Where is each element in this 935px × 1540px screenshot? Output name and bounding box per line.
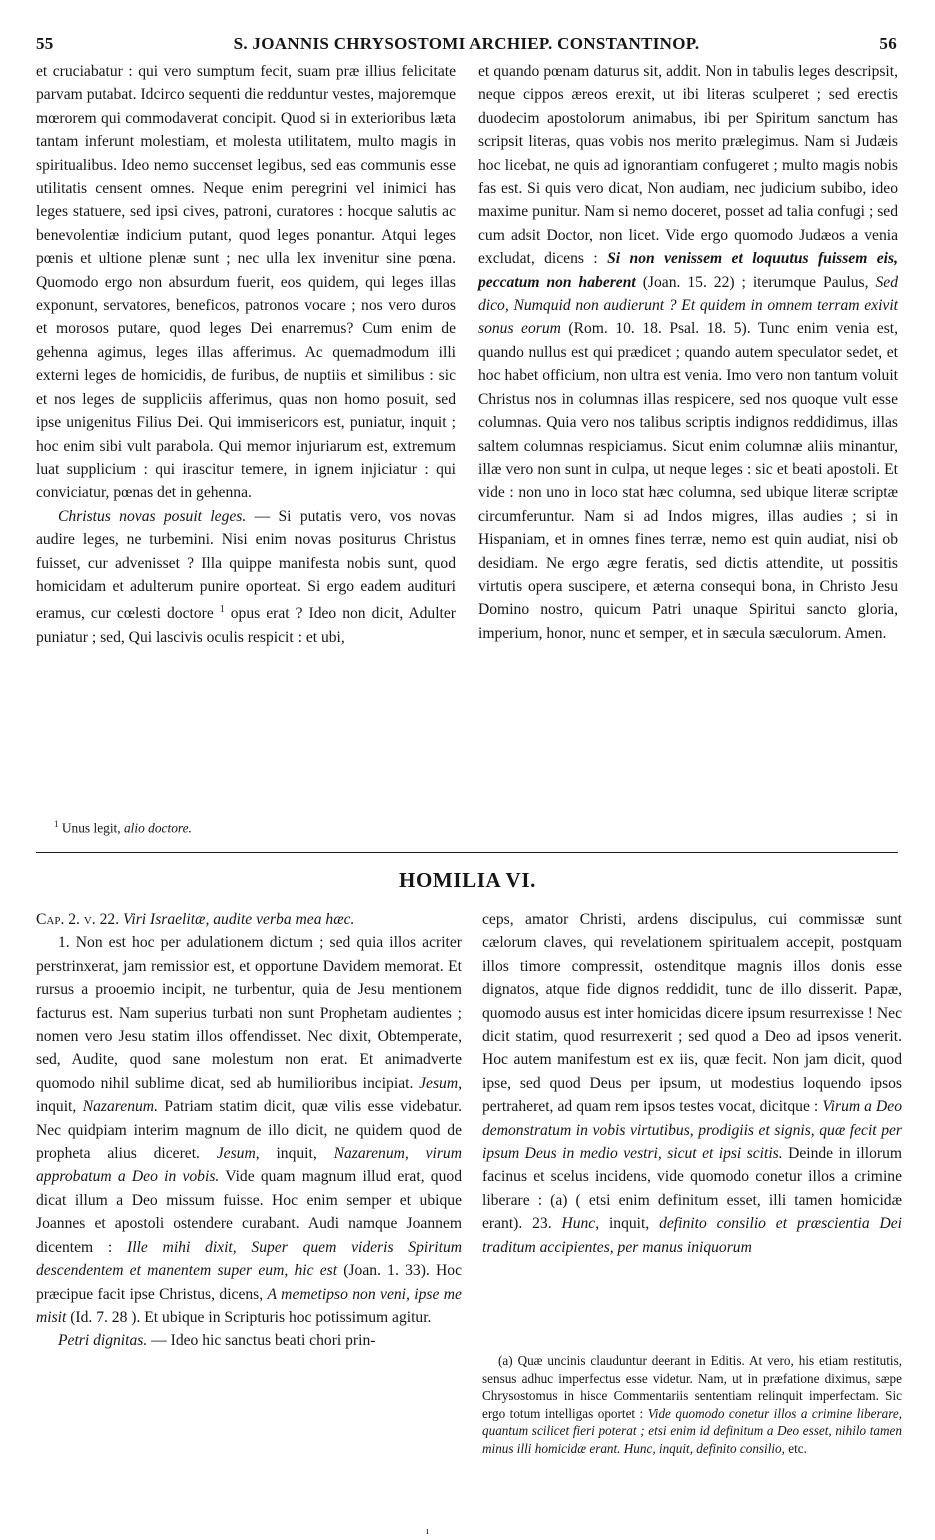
chapter-ref: Cap. 2. v. 22.	[36, 911, 123, 928]
running-header	[36, 34, 897, 58]
chapter-line	[36, 908, 462, 931]
paragraph-text: (Joan. 1. 33). Hoc præcipue facit ipse Christus, dicens,	[36, 1262, 462, 1303]
footnote-text: (a) Quæ uncinis clauduntur deerant in Editis. At vero, his etiam restitutis, sensus adhuc imperfectus esse videtur. Nam, ut in præfatione diximus, sæpe Chrysostomus in hisce Commentariis sententiam relinquit imperfectam. Sic ergo totum intelligas oportet :	[482, 1353, 902, 1421]
footnote-right	[482, 1352, 902, 1458]
paragraph-text: inquit,	[36, 1098, 83, 1116]
column-top-left	[36, 60, 456, 649]
footnote-italic: alio doctore.	[123, 820, 192, 836]
paragraph-text: et cruciabatur : qui vero sumptum fecit, suam præ illius felicitate parvam putabat. Idcirco sequenti die redduntur vestes, majoremque mœrorem qui commodaverat concipit. Quod si in exterioribus læta tantam inferunt molestiam, et molesta utilitatem, multo magis in spiritualibus. Ideo nemo succenset legibus, sed eas communis esse utilitatis censent omnes. Neque enim peregrini vel inimici has leges statuere, sed ipsi cives, patroni, curatores : hocque salutis ac benevolentiæ indicium putant, quod leges ponantur. Atqui leges pœnis et ultione plenæ sunt ; nec ulla lex invenitur sine pœna. Quomodo ergo non absurdum fuerit, eos quidem, qui leges illas exponunt, servatores, beneficos, patronos vocare ; nos vero duros et morosos putare, quod leges Dei enarremus? Cum enim de gehenna agimus, leges illas afferimus. Ac quemadmodum illi externi leges de homicidis, de furibus, de nuptiis et similibus : sic et nos leges de suppliciis afferimus, quas non homo posuit, sed ipse unigenitus Filius Dei. Qui immisericors est, puniatur, inquit ; hoc enim sibi vult parabola. Qui memor injuriarum est, extremum luat supplicium : qui irascitur temere, in ignem injiciatur : qui conviciatur, pœnas det in gehenna.	[36, 63, 456, 502]
scripture-quote: Jesum,	[216, 1145, 260, 1163]
column-bottom-left	[36, 908, 462, 1353]
page-number-left: 55	[36, 34, 54, 53]
footnote-left	[54, 815, 454, 837]
page-number-right: 56	[879, 34, 897, 53]
scripture-quote: Nazarenum.	[82, 1098, 158, 1116]
footnote-mark: 1	[54, 819, 59, 829]
scripture-quote: Virum a Deo demonstratum in vobis virtutibus, prodigiis et signis, quæ fecit per ipsum Deus in medio vestri, sicut et ipsi scitis.	[482, 1098, 902, 1163]
paragraph-text: Patriam statim dicit, quæ vilis esse videbatur. Nec quidpiam interim magnum de illo dicit, ne quidem quod de propheta alius diceret.	[36, 1098, 462, 1163]
paragraph-text: (Rom. 10. 18. Psal. 18. 5). Tunc enim venia est, quando nullus est qui prædicet ; quando autem speculator sedet, et hoc habet officium, non ultra est venia. Imo vero non tantum voluit Christus nos in columnas illas respicere, sed nos quoque vult esse columnas. Quia vero nos talibus scriptis indignos reddidimus, illas saltem columnas respiciamus. Sicut enim columnæ aliis minantur, illæ vero non sunt in culpa, ut neque leges : sic et beati apostoli. Et vide : non uno in loco stat hæc columna, sed ubique literæ scriptæ circumferuntur. Nam si ad Indos migres, illas audies ; si in Hispaniam, et in omnes fines terræ, nemo est quin audiat, nisi ob desidiam. Ne ergo ægre feratis, sed dictis attendite, ut possitis virtutis opera suscipere, et æterna consequi bona, in Christo Jesu Domino nostro, quicum Patri unaque Spiritui sancto gloria, imperium, honor, nunc et semper, et in sæcula sæculorum. Amen.	[478, 320, 898, 642]
scripture-quote: Si non venissem et loquutus fuissem eis, peccatum non haberent	[478, 250, 898, 291]
scripture-quote: Jesum,	[419, 1074, 462, 1092]
verse-text: Viri Israelitæ, audite verba mea hæc.	[123, 911, 355, 928]
scripture-quote: Hunc,	[561, 1215, 600, 1233]
footnote-text: Unus legit,	[58, 820, 124, 836]
page-mark: ı	[426, 1526, 429, 1537]
paragraph-text: inquit,	[259, 1145, 334, 1163]
paragraph-text: — Ideo hic sanctus beati chori prin-	[147, 1332, 376, 1350]
paragraph	[36, 60, 456, 505]
homily-title: HOMILIA VI.	[399, 868, 536, 892]
scripture-quote: definito consilio et præscientia Dei traditum accipientes, per manus iniquorum	[482, 1215, 903, 1256]
scripture-quote: Sed dico, Numquid non audierunt ? Et quidem in omnem terram exivit sonus eorum	[478, 273, 898, 338]
running-title: S. JOANNIS CHRYSOSTOMI ARCHIEP. CONSTANTINOP.	[233, 34, 700, 53]
scripture-quote: A memetipso non veni, ipse me misit	[36, 1285, 462, 1326]
paragraph	[36, 1329, 462, 1352]
section-heading: Petri dignitas.	[58, 1332, 148, 1350]
paragraph-text: opus erat ? Ideo non dicit, Adulter puniatur ; sed, Qui lascivis oculis respicit : et ubi,	[36, 605, 456, 646]
paragraph-text: ceps, amator Christi, ardens discipulus, cui commissæ sunt cælorum claves, qui revelationem spiritualem accepit, postquam illos timore compressit, ostenditque magnis illos donis esse dignatos, atque fide dignos reddidit, tunc de illo disserit. Papæ, quomodo ausus est inter homicidas dicere ipsum resurrexisse ! Nec dicit statim, quod resurrexerit ; sed quod a Deo ad ipsos venerit. Hoc autem manifestum est ex iis, quæ fecit. Non jam dicit, quod ipse, sed quod Deus per ipsum, ut modestius loquendo ipsos pertraheret, ad quam rem ipsos testes vocat, dicitque :	[482, 911, 902, 1116]
paragraph	[482, 908, 902, 1259]
paragraph-text: (Id. 7. 28 ). Et ubique in Scripturis hoc potissimum agitur.	[66, 1308, 432, 1326]
scripture-quote: Nazarenum, virum approbatum a Deo in vobis.	[36, 1145, 462, 1186]
footnote-paragraph	[482, 1352, 902, 1458]
paragraph	[36, 505, 456, 650]
paragraph-text: inquit,	[599, 1215, 660, 1233]
footnote-italic: Vide quomodo conetur illos a crimine liberare, quantum scilicet fieri poterat ; etsi enim id definitum a Deo esset, nihilo tamen minus illi homicidæ erant. Hunc, inquit, definito consilio,	[482, 1405, 902, 1456]
paragraph-text: Deinde in illorum facinus et scelus incidens, vide quomodo conetur illos a crimine liberare : (a) ( etsi enim definitum esset, illi tamen homicidæ erant). 23.	[482, 1145, 902, 1233]
paragraph-text: Si putatis vero, vos novas audire leges, ne turbemini. Nisi enim novas positurus Christus fuisset, cur advenisset ? Illa quippe manifesta nobis sunt, quod homicidam et adulterum punire oporteat. Si ergo eadem audituri eramus, cur cœlesti doctore	[36, 507, 456, 623]
dash: —	[246, 507, 279, 525]
footnote-text: etc.	[784, 1440, 807, 1456]
footnote-ref: 1	[219, 604, 225, 616]
paragraph-text: et quando pœnam daturus sit, addit. Non in tabulis leges descripsit, neque cippos æreos erexit, ut ibi literas sculperet ; sed erectis duodecim apostolorum animabus, ibi per Spiritum sanctum has scripsit literas, quas vobis nos merito prælegimus. Nam si Judæis hoc licebat, ne quis ad ignorantiam confugeret ; multo magis nobis fas est. Si quis vero dicat, Non audiam, nec judicium subibo, ideo maxime punitur. Nam si nemo doceret, posset ad talia confugi ; sed cum adsit Doctor, non licet. Vide ergo quomodo Judæos a venia excludat, dicens :	[478, 63, 898, 268]
paragraph-text: Vide quam magnum illud erat, quod dicat illum a Deo missum fuisse. Hoc enim semper et ubique Joannes et apostoli ostendere curabant. Audi namque Joannem dicentem :	[36, 1168, 462, 1256]
column-bottom-right	[482, 908, 902, 1259]
paragraph-text: (Joan. 15. 22) ; iterumque Paulus,	[635, 273, 876, 291]
paragraph-text: 1. Non est hoc per adulationem dictum ; sed quia illos acriter perstrinxerat, jam remissior est, et opportune Davidem memorat. Et rursus a prooemio incipit, ne turbentur, quia de Jesu mentionem facturus est. Nam superius turbati non sunt Prophetam audientes ; nomen vero Jesu statim illos offendisset. Nec dixit, Obtemperate, sed, Audite, quod sane molestum non erat. Et animadverte quomodo nihil sublime dicat, sed ab humilioribus incipiat.	[36, 934, 462, 1092]
section-heading: Christus novas posuit leges.	[58, 507, 247, 525]
paragraph	[478, 60, 898, 645]
column-top-right	[478, 60, 898, 645]
paragraph	[36, 931, 462, 1329]
section-divider	[36, 852, 898, 853]
scripture-quote: Ille mihi dixit, Super quem videris Spiritum descendentem et manentem super eum, hic est	[36, 1238, 463, 1280]
